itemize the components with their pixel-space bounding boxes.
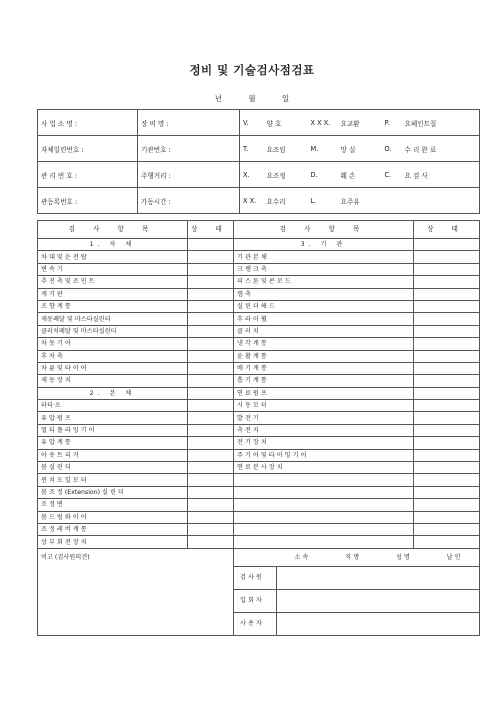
status-cell [188,375,234,387]
status-cell [188,387,234,399]
status-cell [414,523,480,535]
status-cell [414,263,480,275]
info-label-1: 자체일련번호 : [38,136,138,162]
status-code: D. [308,162,338,188]
check-item: 냉 각 계 통 [234,338,414,350]
status-cell [414,362,480,374]
info-label-2: 주행거리 : [138,162,240,188]
info-table [37,109,480,214]
status-code: T. [240,136,264,162]
check-item: 조 정 변 [38,499,188,511]
check-row [38,375,480,387]
status-code: 요수리 [264,188,308,214]
status-cell [414,239,480,251]
empty-cell [234,511,414,523]
status-code: V. [240,110,264,136]
status-code: P. [382,110,402,136]
page-title: 정비 및 기술검사점검표 [189,63,315,77]
check-item: 클러치페달 및 마스타실린더 [38,325,188,337]
check-item: 파티·오 [38,400,188,412]
check-item: 캠 축 [234,288,414,300]
signature-header [234,548,480,566]
status-code: 수 리 완 료 [402,136,480,162]
status-code: X X. [240,188,264,214]
check-item: 유 압 계 통 [38,437,188,449]
status-cell [414,499,480,511]
status-code: 요페인트칠 [402,110,480,136]
status-cell [414,437,480,449]
check-item: 후 차 축 [38,350,188,362]
check-item: 클 러 치 [234,325,414,337]
empty-cell [234,523,414,535]
info-label-2: 장 비 명 : [138,110,240,136]
check-row [38,239,480,251]
status-header: 상 태 [414,221,480,239]
check-item: 축 전 지 [234,424,414,436]
status-cell [414,536,480,548]
status-cell [414,412,480,424]
status-code: M. [308,136,338,162]
status-cell [188,536,234,548]
info-row [38,162,480,188]
check-item: 변 속 기 [38,263,188,275]
status-code: X X X. [308,110,338,136]
info-label-2: 기관번호 : [138,136,240,162]
check-item: 차 륜 및 타 이 어 [38,362,188,374]
info-label-1: 관등록번호 : [38,188,138,214]
status-code: C. [382,162,402,188]
status-cell [188,338,234,350]
status-cell [414,276,480,288]
check-item: 기 관 본 체 [234,251,414,263]
status-code: 요 검 사 [402,162,480,188]
check-item: 제 동 장 치 [38,375,188,387]
signer-role: 사 용 자 [234,613,277,635]
status-cell [188,276,234,288]
status-cell [188,300,234,312]
status-cell [188,350,234,362]
check-row [38,313,480,325]
status-cell [414,375,480,387]
check-row [38,437,480,449]
check-item: 차 대 및 운 전 탑 [38,251,188,263]
status-code: L. [308,188,338,214]
check-row [38,300,480,312]
empty-cell [234,474,414,486]
check-item: 붐 조 정 (Extension) 실 린 더 [38,486,188,498]
info-label-1: 사 업 소 명 : [38,110,138,136]
check-item: 크 랭 크 축 [234,263,414,275]
check-row [38,412,480,424]
status-cell [188,412,234,424]
empty-cell [234,499,414,511]
check-row [38,449,480,461]
status-code: 요조정 [264,162,308,188]
check-item: 실 린 더 헤 드 [234,300,414,312]
check-item: 배 기 계 통 [234,362,414,374]
status-cell [188,325,234,337]
status-cell [188,486,234,498]
info-row [38,110,480,136]
signature-cell [234,612,480,635]
date-line: 년 월 일 [214,94,290,103]
check-item: 멀 티 플 라 잉 기 어 [38,424,188,436]
check-item: 조 정 레 버 계 통 [38,523,188,535]
status-cell [414,350,480,362]
info-row [38,136,480,162]
status-cell [414,449,480,461]
check-item: 차 동 기 어 [38,338,188,350]
check-row [38,486,480,498]
info-label-1: 관 리 번 호 : [38,162,138,188]
signature-column-label: 소 속 [294,553,309,561]
status-cell [188,462,234,474]
status-cell [414,400,480,412]
check-row [38,338,480,350]
check-item: 윤 활 계 통 [234,350,414,362]
check-item: 붐 실 린 더 [38,462,188,474]
status-cell [188,313,234,325]
checklist-table [37,220,480,636]
check-item: 계 기 판 [38,288,188,300]
check-row [38,288,480,300]
status-code: 요주유 [338,188,382,214]
signature-header-row [38,548,480,566]
empty-cell [234,486,414,498]
check-row [38,511,480,523]
check-item: 시 동 모 터 [234,400,414,412]
status-code [382,188,402,214]
check-item: 흡 기 계 통 [234,375,414,387]
status-cell [188,474,234,486]
status-cell [188,499,234,511]
status-cell [188,449,234,461]
status-header: 상 태 [188,221,234,239]
info-label-2: 가동시간 : [138,188,240,214]
status-cell [414,325,480,337]
check-row [38,263,480,275]
signature-cell [234,589,480,612]
signature-column-label: 직 명 [345,553,360,561]
section-title: 3. 기 관 [234,239,414,251]
status-code: 요조임 [264,136,308,162]
check-row [38,276,480,288]
check-row [38,424,480,436]
status-code: 양 호 [264,110,308,136]
status-cell [414,424,480,436]
check-row [38,325,480,337]
check-item: 연 료 분 사 장 치 [234,462,414,474]
status-cell [188,251,234,263]
info-row [38,188,480,214]
status-cell [414,511,480,523]
status-cell [414,462,480,474]
status-code: 요교환 [338,110,382,136]
check-item: 발 전 기 [234,412,414,424]
header-row [38,221,480,239]
status-code: 훼 손 [338,162,382,188]
status-cell [188,511,234,523]
check-row [38,499,480,511]
status-cell [188,362,234,374]
signer-role: 검 사 원 [234,567,277,589]
check-row [38,350,480,362]
signature-column-label: 성 명 [395,553,410,561]
item-header: 검 사 항 목 [234,221,414,239]
status-cell [414,486,480,498]
status-cell [414,474,480,486]
signer-role: 입 회 자 [234,590,277,612]
status-cell [414,288,480,300]
status-cell [188,400,234,412]
status-cell [188,263,234,275]
check-row [38,523,480,535]
status-cell [188,424,234,436]
check-item: 주 기 어 및 타 이 밍 기 어 [234,449,414,461]
check-row [38,536,480,548]
signature-column-label: 날 인 [446,553,461,561]
check-item: 아 웃 트 리 거 [38,449,188,461]
status-code: 망 실 [338,136,382,162]
status-cell [414,387,480,399]
empty-cell [234,536,414,548]
check-item: 피 스 톤 및 콘 로 드 [234,276,414,288]
status-cell [188,523,234,535]
check-item: 조 향 계 통 [38,300,188,312]
check-row [38,387,480,399]
check-row [38,251,480,263]
check-item: 윈 치 오 일 모 터 [38,474,188,486]
status-code [402,188,480,214]
check-item: 후 라 이 휠 [234,313,414,325]
status-cell [188,288,234,300]
check-item: 유 압 펌 프 [38,412,188,424]
status-cell [414,251,480,263]
check-item: 붐 드 럼 와 이 어 [38,511,188,523]
signature-cell [234,566,480,589]
check-row [38,462,480,474]
status-cell [188,239,234,251]
check-item: 연 료 펌 프 [234,387,414,399]
status-cell [414,338,480,350]
item-header: 검 사 항 목 [38,221,188,239]
section-title: 1. 차 체 [38,239,188,251]
section-title: 2. 본 체 [38,387,188,399]
check-row [38,362,480,374]
status-code: X. [240,162,264,188]
status-cell [414,300,480,312]
check-row [38,474,480,486]
remarks-cell: 비고 (검사원의견) [38,548,234,635]
status-cell [188,437,234,449]
check-item: 상 부 회 전 장 치 [38,536,188,548]
status-code: O. [382,136,402,162]
check-row [38,400,480,412]
check-item: 추 진 축 및 조 인 트 [38,276,188,288]
status-cell [414,313,480,325]
check-item: 전 기 장 치 [234,437,414,449]
check-item: 제동페달 및 마스타실린더 [38,313,188,325]
